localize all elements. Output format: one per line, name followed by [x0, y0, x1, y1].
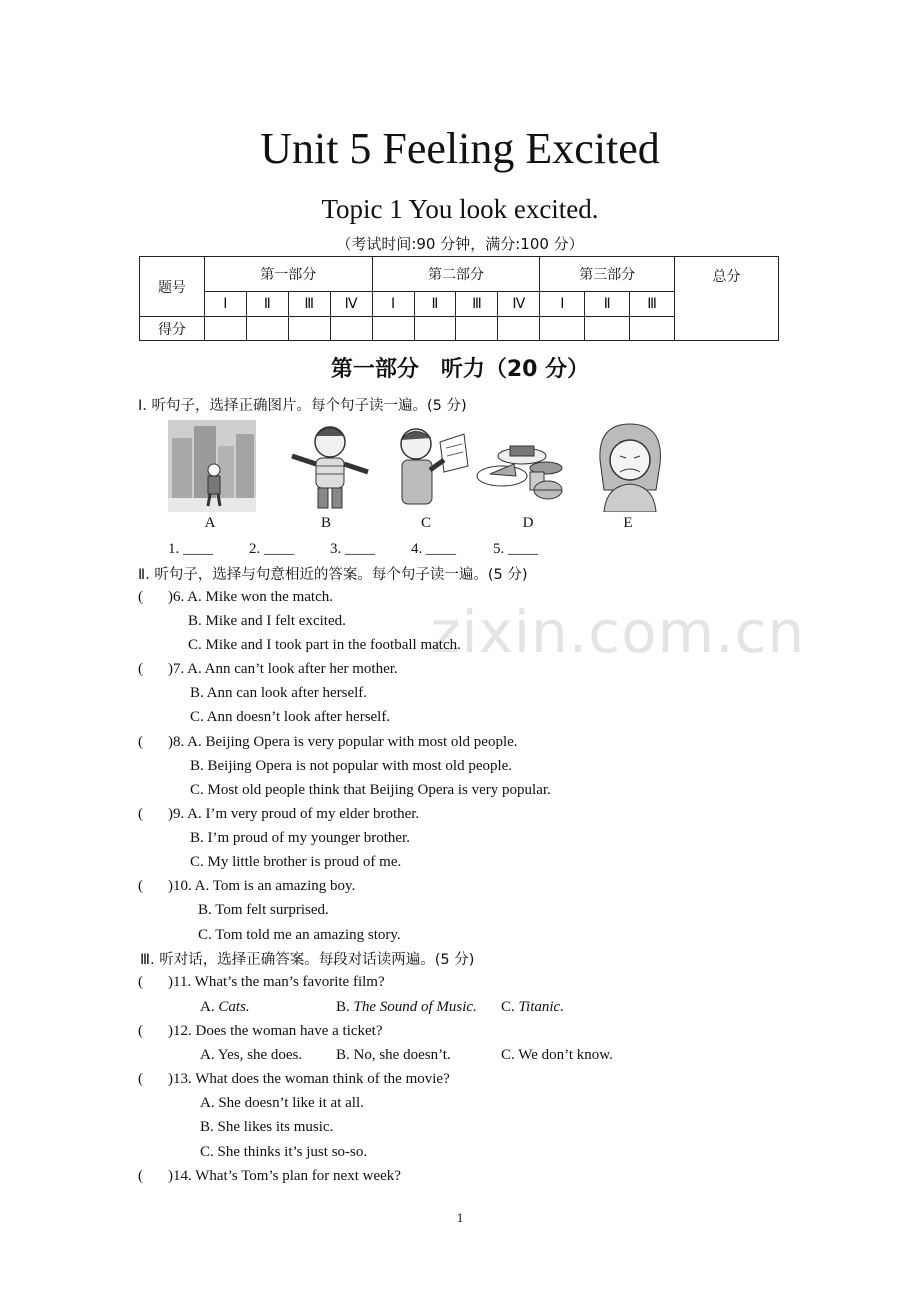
col-p3-1: Ⅰ [540, 292, 585, 317]
question-10-option-c: C. Tom told me an amazing story. [198, 927, 401, 943]
question-6-option-c: C. Mike and I took part in the football match. [188, 637, 461, 653]
col-p2-3: Ⅲ [456, 292, 498, 317]
picture-label-d: D [522, 515, 534, 531]
picture-c-boy-with-ticket [384, 420, 472, 512]
picture-d-food [476, 420, 564, 512]
answer-blank-3[interactable]: 3. ____ [330, 541, 375, 557]
picture-label-a: A [204, 515, 216, 531]
answer-bracket[interactable]: ( [138, 974, 143, 990]
question-8-stem: )8. A. Beijing Opera is very popular with most old people. [168, 734, 518, 750]
col-p2-2: Ⅱ [414, 292, 456, 317]
col-p1-4: Ⅳ [330, 292, 372, 317]
question-9-option-c: C. My little brother is proud of me. [190, 854, 402, 870]
part2-header: 第二部分 [372, 257, 540, 292]
col-p1-1: Ⅰ [204, 292, 246, 317]
row-label-question: 题号 [140, 257, 205, 317]
page-number: 1 [456, 1210, 464, 1225]
question-7-stem: )7. A. Ann can’t look after her mother. [168, 661, 398, 677]
total-header: 总分 [675, 257, 779, 341]
score-cell[interactable] [630, 317, 675, 341]
question-12-option-b: B. No, she doesn’t. [336, 1047, 451, 1063]
question-13-option-b: B. She likes its music. [200, 1119, 334, 1135]
score-cell[interactable] [288, 317, 330, 341]
score-cell[interactable] [456, 317, 498, 341]
score-cell[interactable] [540, 317, 585, 341]
picture-label-c: C [420, 515, 431, 531]
picture-b-excited-boy [286, 420, 374, 512]
answer-bracket[interactable]: ( [138, 661, 143, 677]
question-12-option-c: C. We don’t know. [501, 1047, 613, 1063]
score-cell[interactable] [204, 317, 246, 341]
col-p1-3: Ⅲ [288, 292, 330, 317]
score-cell[interactable] [498, 317, 540, 341]
answer-bracket[interactable]: ( [138, 1023, 143, 1039]
answer-bracket[interactable]: ( [138, 589, 143, 605]
question-11-stem: )11. What’s the man’s favorite film? [168, 974, 385, 990]
question-12-stem: )12. Does the woman have a ticket? [168, 1023, 383, 1039]
answer-blank-4[interactable]: 4. ____ [411, 541, 456, 557]
col-p2-4: Ⅳ [498, 292, 540, 317]
answer-bracket[interactable]: ( [138, 806, 143, 822]
col-p1-2: Ⅱ [246, 292, 288, 317]
answer-blank-5[interactable]: 5. ____ [493, 541, 538, 557]
section2-heading: Ⅱ. 听句子，选择与句意相近的答案。每个句子读一遍。(5 分) [138, 567, 528, 583]
question-7-option-c: C. Ann doesn’t look after herself. [190, 709, 391, 725]
question-11-option-a: A. Cats. [200, 999, 250, 1015]
question-13-stem: )13. What does the woman think of the movie? [168, 1071, 450, 1087]
answer-bracket[interactable]: ( [138, 1071, 143, 1087]
topic-subtitle: Topic 1 You look excited. [321, 194, 599, 224]
col-p2-1: Ⅰ [372, 292, 414, 317]
part3-header: 第三部分 [540, 257, 675, 292]
section1-heading: Ⅰ. 听句子，选择正确图片。每个句子读一遍。(5 分) [138, 398, 467, 414]
question-10-option-b: B. Tom felt surprised. [198, 902, 329, 918]
answer-bracket[interactable]: ( [138, 1168, 143, 1184]
question-9-stem: )9. A. I’m very proud of my elder brother. [168, 806, 420, 822]
answer-blank-2[interactable]: 2. ____ [249, 541, 294, 557]
question-11-option-c: C. Titanic. [501, 999, 564, 1015]
score-cell[interactable] [330, 317, 372, 341]
question-6-stem: )6. A. Mike won the match. [168, 589, 333, 605]
picture-e-sad-girl [590, 420, 670, 512]
score-cell[interactable] [414, 317, 456, 341]
question-12-option-a: A. Yes, she does. [200, 1047, 303, 1063]
question-9-option-b: B. I’m proud of my younger brother. [190, 830, 410, 846]
question-13-option-c: C. She thinks it’s just so-so. [200, 1144, 368, 1160]
question-7-option-b: B. Ann can look after herself. [190, 685, 368, 701]
question-13-option-a: A. She doesn’t like it at all. [200, 1095, 364, 1111]
score-cell[interactable] [372, 317, 414, 341]
question-11-option-b: B. The Sound of Music. [336, 999, 477, 1015]
answer-blank-1[interactable]: 1. ____ [168, 541, 213, 557]
answer-bracket[interactable]: ( [138, 878, 143, 894]
picture-label-b: B [320, 515, 331, 531]
question-6-option-b: B. Mike and I felt excited. [188, 613, 346, 629]
col-p3-3: Ⅲ [630, 292, 675, 317]
col-p3-2: Ⅱ [585, 292, 630, 317]
question-14-stem: )14. What’s Tom’s plan for next week? [168, 1168, 401, 1184]
question-10-stem: )10. A. Tom is an amazing boy. [168, 878, 356, 894]
row-label-score: 得分 [140, 317, 205, 341]
score-table [139, 256, 779, 341]
exam-note: （考试时间:90 分钟，满分:100 分） [336, 235, 584, 253]
section3-heading: Ⅲ. 听对话，选择正确答案。每段对话读两遍。(5 分) [140, 952, 475, 968]
part1-header: 第一部分 [204, 257, 372, 292]
page-title: Unit 5 Feeling Excited [260, 124, 660, 173]
answer-bracket[interactable]: ( [138, 734, 143, 750]
score-cell[interactable] [585, 317, 630, 341]
question-8-option-b: B. Beijing Opera is not popular with most old people. [190, 758, 513, 774]
watermark: zixin.com.cn [430, 598, 806, 666]
picture-label-e: E [623, 515, 633, 531]
question-8-option-c: C. Most old people think that Beijing Opera is very popular. [190, 782, 551, 798]
score-cell[interactable] [246, 317, 288, 341]
picture-a-boy-in-city [168, 420, 256, 512]
part1-heading: 第一部分 听力（20 分） [330, 357, 590, 382]
